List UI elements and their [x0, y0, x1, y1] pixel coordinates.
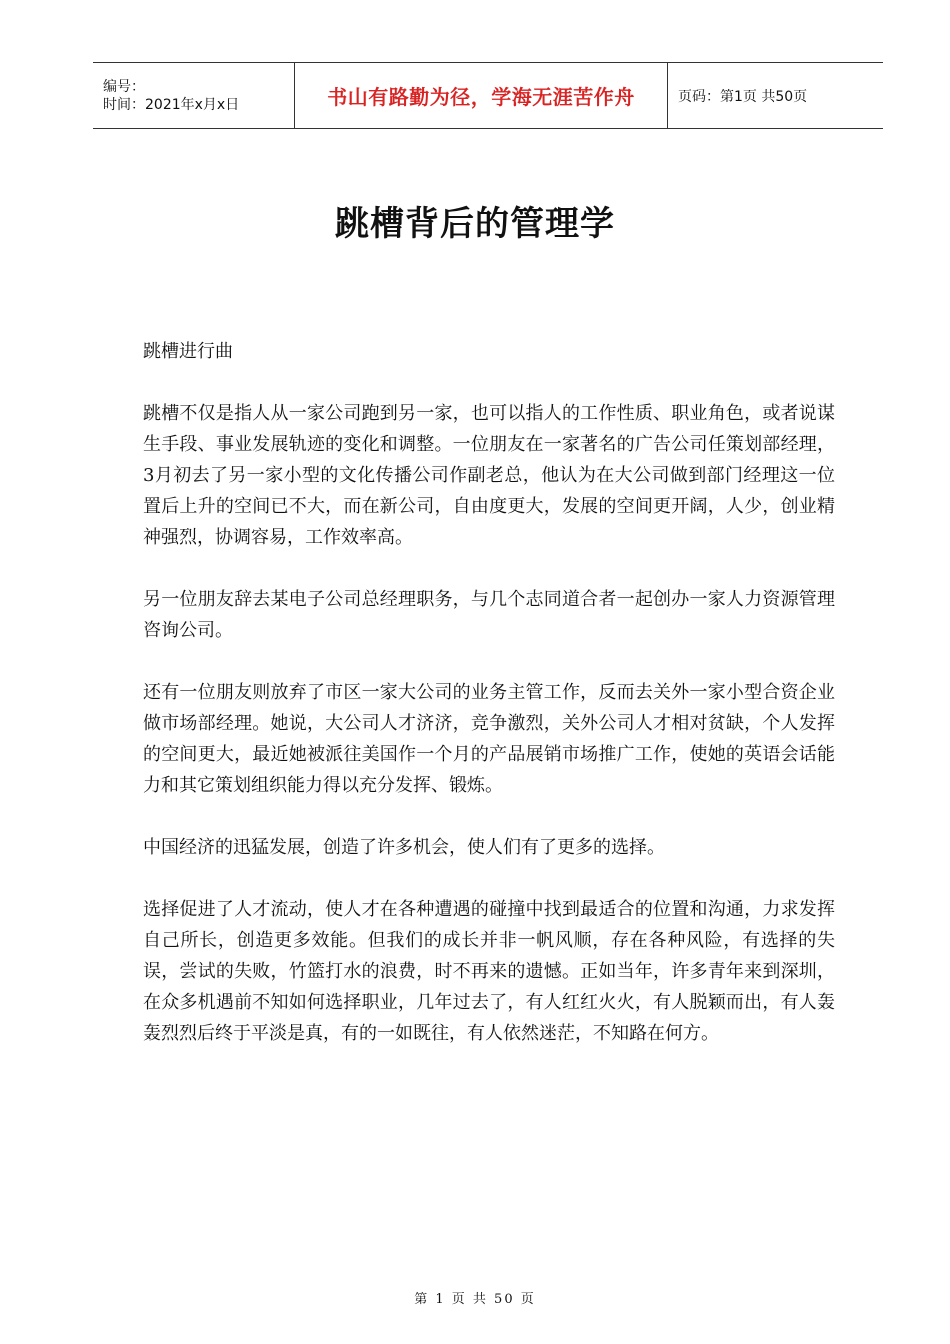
time-label: 时间：2021年x月x日: [103, 96, 240, 113]
serial-number-label: 编号：: [103, 78, 145, 95]
page-header: [93, 62, 883, 129]
page-footer: 第 1 页 共 50 页: [414, 1292, 536, 1307]
paragraph: 还有一位朋友则放弃了市区一家大公司的业务主管工作，反而去关外一家小型合资企业做市场部经理。她说，大公司人才济济，竞争激烈，关外公司人才相对贫缺，个人发挥的空间更大，最近她被派往美国作一个月的产品展销市场推广工作，使她的英语会话能力和其它策划组织能力得以充分发挥、锻炼。: [143, 682, 835, 796]
motto-text: 书山有路勤为径，学海无涯苦作舟: [327, 85, 635, 109]
paragraph: 跳槽不仅是指人从一家公司跑到另一家，也可以指人的工作性质、职业角色，或者说谋生手段、事业发展轨迹的变化和调整。一位朋友在一家著名的广告公司任策划部经理，3月初去了另一家小型的文化传播公司作副老总，他认为在大公司做到部门经理这一位置后上升的空间已不大，而在新公司，自由度更大，发展的空间更开阔，人少，创业精神强烈，协调容易，工作效率高。: [143, 403, 835, 548]
section-heading: 跳槽进行曲: [143, 341, 233, 362]
paragraph: 选择促进了人才流动，使人才在各种遭遇的碰撞中找到最适合的位置和沟通，力求发挥自己所长，创造更多效能。但我们的成长并非一帆风顺，存在各种风险，有选择的失误，尝试的失败，竹篮打水的浪费，时不再来的遗憾。正如当年，许多青年来到深圳，在众多机遇前不知如何选择职业，几年过去了，有人红红火火，有人脱颖而出，有人轰轰烈烈后终于平淡是真，有的一如既往，有人依然迷茫，不知路在何方。: [143, 899, 835, 1044]
document-title: 跳槽背后的管理学: [335, 204, 615, 244]
paragraph: 中国经济的迅猛发展，创造了许多机会，使人们有了更多的选择。: [143, 837, 665, 858]
paragraph: 另一位朋友辞去某电子公司总经理职务，与几个志同道合者一起创办一家人力资源管理咨询公司。: [143, 589, 835, 641]
page-info-text: 页码：第1页 共50页: [678, 88, 808, 105]
header-page-info: [668, 63, 883, 128]
document-body: [143, 336, 835, 1080]
header-motto: [295, 63, 668, 128]
header-meta: [93, 63, 295, 128]
